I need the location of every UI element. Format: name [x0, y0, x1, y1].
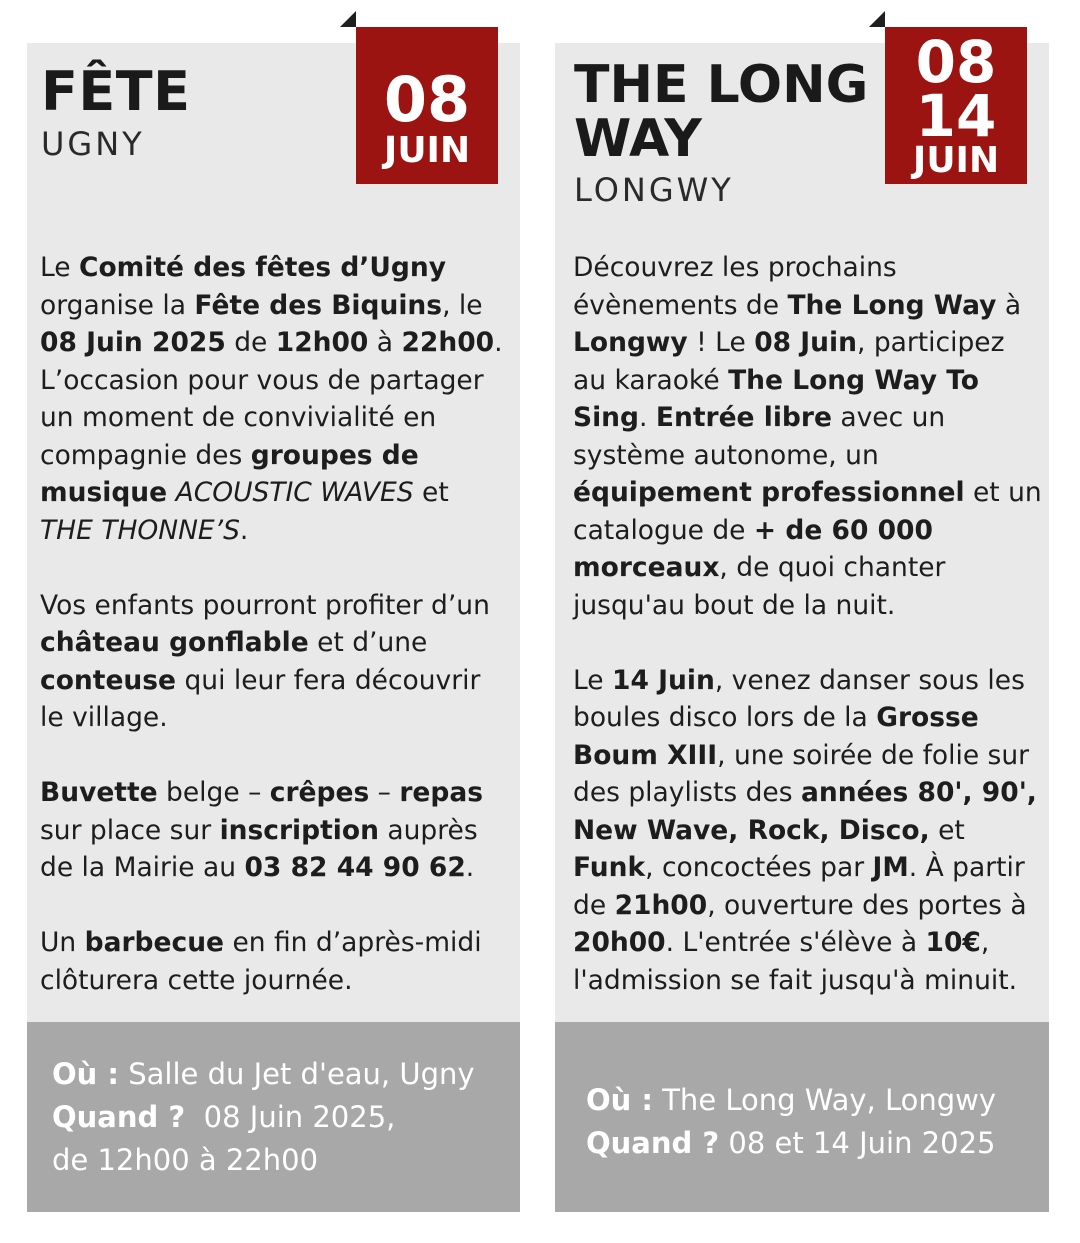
date-badge [356, 27, 498, 184]
event-card-the-long-way [555, 28, 1049, 1212]
text-run: ! Le [687, 327, 755, 358]
when-line [586, 1122, 996, 1165]
when-line [52, 1096, 475, 1139]
text-run: et un catalogue de [573, 477, 1042, 546]
text-run [167, 477, 175, 508]
text-run: 08 Juin 2025 [40, 327, 226, 358]
text-run: . [239, 514, 249, 546]
text-run: 20h00 [573, 927, 666, 958]
text-run: ACOUSTIC WAVES [175, 477, 414, 508]
when-value: 08 et 14 Juin 2025 [728, 1126, 996, 1160]
event-description [40, 249, 510, 1037]
text-run: , venez danser sous les boules disco lors de la [573, 664, 1025, 733]
text-run: 08 Juin [754, 327, 857, 358]
text-run: de [225, 327, 276, 358]
text-run: , ouverture des portes à [707, 889, 1027, 921]
paragraph [573, 662, 1043, 1000]
text-run: équipement professionnel [573, 477, 965, 508]
text-run: inscription [219, 814, 379, 846]
text-run: auprès de la Mairie au [40, 814, 478, 883]
text-run: barbecue [84, 927, 225, 958]
when-label: Quand ? [52, 1100, 186, 1134]
text-run: . [465, 852, 475, 883]
when-value: 08 Juin 2025, [203, 1100, 396, 1134]
text-run: . [639, 402, 656, 433]
text-run: crêpes [269, 777, 370, 808]
where-line [52, 1053, 475, 1096]
text-run: – [369, 777, 400, 808]
text-run: et [929, 814, 965, 846]
text-run: conteuse [40, 664, 177, 696]
where-value: The Long Way, Longwy [662, 1083, 997, 1117]
badge-month: JUIN [383, 130, 471, 171]
paragraph [40, 774, 510, 887]
text-run: + de 60 000 morceaux [573, 514, 933, 583]
text-run: 03 82 44 90 62 [244, 852, 466, 883]
text-run: qui leur fera découvrir le village. [40, 664, 481, 733]
where-label: Où : [52, 1057, 119, 1091]
text-run: années 80', 90', New Wave, Rock, Disco, [573, 777, 1037, 846]
badge-month: JUIN [912, 140, 1000, 181]
badge-day-2: 14 [915, 82, 997, 150]
text-run: Vos enfants pourront profiter d’un [40, 589, 490, 621]
where-value: Salle du Jet d'eau, Ugny [128, 1057, 475, 1091]
event-description [573, 249, 1043, 1037]
event-location: UGNY [41, 125, 145, 163]
text-run: Un [40, 927, 85, 958]
text-run: , concoctées par [645, 852, 873, 883]
event-info-footer [555, 1022, 1049, 1212]
paragraph [40, 924, 510, 999]
text-run: groupes de musique [40, 439, 419, 508]
text-run: repas [399, 777, 484, 808]
text-run: Entrée libre [655, 402, 832, 433]
text-run: belge – [157, 777, 270, 808]
text-run: en fin d’après-midi clôturera cette journée. [40, 927, 482, 996]
event-title: FÊTE [41, 60, 191, 123]
badge-day: 08 [383, 63, 471, 136]
text-run: Découvrez les prochains évènements de [573, 252, 897, 321]
text-run: . L’occasion pour vous de partager un moment de convivialité en compagnie des [40, 327, 503, 471]
text-run: , l'admission se fait jusqu'à minuit. [573, 927, 1018, 996]
text-run: JM [872, 852, 909, 883]
text-run: Fête des Biquins [194, 289, 443, 321]
text-run: Buvette [40, 777, 158, 808]
event-title-line-1: THE LONG [574, 55, 869, 115]
where-label: Où : [586, 1083, 653, 1117]
text-run: Funk [573, 852, 646, 883]
text-run: , participez au karaoké [573, 327, 1005, 396]
text-run: et [413, 477, 449, 508]
paragraph [573, 249, 1043, 624]
text-run: 12h00 [275, 327, 369, 358]
text-run: avec un système autonome, un [573, 402, 946, 471]
text-run: à [996, 289, 1022, 321]
text-run: Longwy [573, 327, 688, 358]
text-run: 10€ [925, 927, 981, 958]
text-run: THE THONNE’S [40, 514, 240, 546]
text-run: . L'entrée s'élève à [665, 927, 926, 958]
event-location: LONGWY [574, 171, 734, 209]
text-run: organise la [40, 289, 195, 321]
badge-day-1: 08 [915, 28, 997, 96]
text-run: 22h00 [401, 327, 495, 358]
text-run: Comité des fêtes d’Ugny [79, 252, 446, 283]
where-line [586, 1079, 996, 1122]
text-run: , une soirée de folie sur des playlists des [573, 739, 1030, 808]
text-run: . À partir de [573, 852, 1025, 921]
text-run: Le [40, 252, 80, 283]
when-label: Quand ? [586, 1126, 720, 1160]
paragraph [40, 249, 510, 549]
event-card-fete-ugny [27, 43, 520, 1212]
text-run: The Long Way [787, 289, 997, 321]
text-run: à [368, 327, 402, 358]
text-run: 14 Juin [612, 664, 715, 696]
text-run: Le [573, 664, 613, 696]
text-run: The Long Way To Sing [573, 364, 979, 433]
text-run: , de quoi chanter jusqu'au bout de la nuit. [573, 552, 946, 621]
date-badge [885, 27, 1027, 184]
text-run: et d’une [308, 627, 428, 658]
text-run: 21h00 [614, 889, 708, 921]
event-title [574, 55, 869, 169]
text-run: château gonflable [40, 627, 309, 658]
event-info-footer [27, 1022, 520, 1212]
when-line-2: de 12h00 à 22h00 [52, 1143, 319, 1177]
event-title-line-2: WAY [574, 109, 702, 169]
text-run: Grosse Boum XIII [573, 702, 979, 771]
text-run: , le [442, 289, 483, 321]
paragraph [40, 587, 510, 737]
text-run: sur place sur [40, 814, 220, 846]
